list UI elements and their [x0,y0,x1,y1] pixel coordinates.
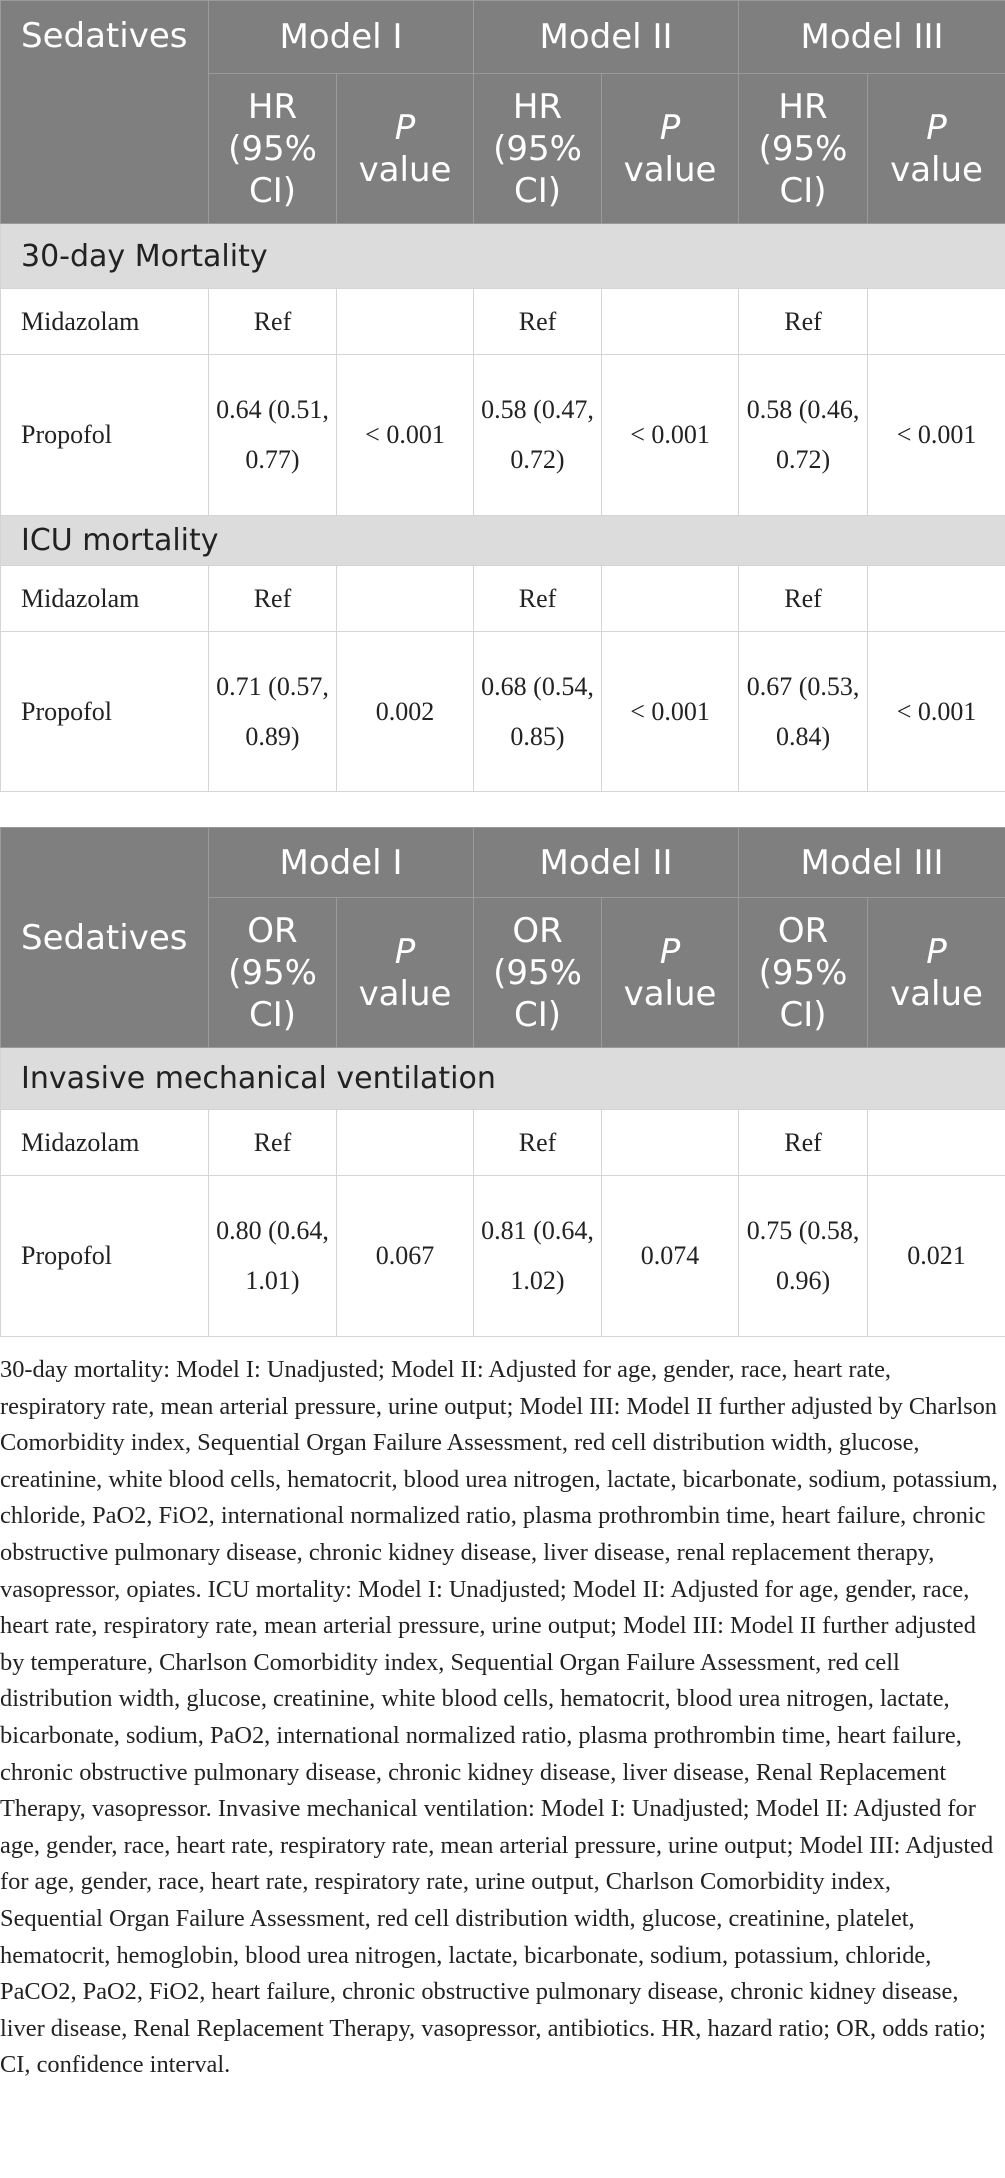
empty-cell [337,566,474,632]
ref-cell: Ref [474,566,602,632]
empty-cell [337,1110,474,1176]
estimate-column-header: OR (95% CI) [474,898,602,1048]
p-value: < 0.001 [868,355,1005,516]
p-suffix: value [623,149,717,190]
hr-value: 0.64 (0.51, 0.77) [209,355,337,516]
reference-row-label: Midazolam [1,566,209,632]
row-header-label: Sedatives [1,1,209,224]
ref-cell: Ref [209,289,337,355]
p-value-column-header [337,898,474,1048]
or-value: 0.80 (0.64, 1.01) [209,1176,337,1337]
p-value: < 0.001 [602,632,739,792]
section-title: 30-day Mortality [1,224,1005,289]
p-italic: P [659,107,681,148]
empty-cell [602,1110,739,1176]
model-header: Model I [209,828,474,898]
comparison-row-label: Propofol [1,355,209,516]
hr-value: 0.67 (0.53, 0.84) [739,632,868,792]
p-italic: P [394,107,416,148]
p-italic: P [926,931,947,972]
model-header: Model II [474,828,739,898]
hr-value: 0.58 (0.47, 0.72) [474,355,602,516]
or-value: 0.75 (0.58, 0.96) [739,1176,868,1337]
ref-cell: Ref [739,289,868,355]
model-header: Model I [209,1,474,74]
hr-table [0,0,1005,792]
section-title: Invasive mechanical ventilation [1,1048,1005,1110]
ref-cell: Ref [474,289,602,355]
section-title: ICU mortality [1,516,1005,566]
estimate-column-header: HR (95% CI) [209,74,337,224]
reference-row-label: Midazolam [1,289,209,355]
ref-cell: Ref [209,1110,337,1176]
empty-cell [602,289,739,355]
p-value: < 0.001 [868,632,1005,792]
empty-cell [868,1110,1005,1176]
empty-cell [868,289,1005,355]
estimate-column-header: OR (95% CI) [209,898,337,1048]
p-italic: P [394,931,416,972]
estimate-column-header: HR (95% CI) [474,74,602,224]
reference-row-label: Midazolam [1,1110,209,1176]
ref-cell: Ref [209,566,337,632]
p-suffix: value [358,149,452,190]
empty-cell [602,566,739,632]
ref-cell: Ref [474,1110,602,1176]
model-header: Model III [739,828,1005,898]
model-header: Model II [474,1,739,74]
p-value-column-header [602,898,739,1048]
row-header-label: Sedatives [1,828,209,1048]
p-suffix: value [358,973,452,1014]
or-value: 0.81 (0.64, 1.02) [474,1176,602,1337]
p-value: < 0.001 [602,355,739,516]
empty-cell [868,566,1005,632]
p-italic: P [926,107,947,148]
estimate-column-header: OR (95% CI) [739,898,868,1048]
p-value: 0.074 [602,1176,739,1337]
hr-value: 0.58 (0.46, 0.72) [739,355,868,516]
p-suffix: value [623,973,717,1014]
model-header: Model III [739,1,1005,74]
ref-cell: Ref [739,566,868,632]
hr-value: 0.68 (0.54, 0.85) [474,632,602,792]
comparison-row-label: Propofol [1,1176,209,1337]
ref-cell: Ref [739,1110,868,1176]
p-suffix: value [890,149,983,190]
p-value-column-header [868,898,1005,1048]
table-footnote: 30-day mortality: Model I: Unadjusted; Model II: Adjusted for age, gender, race, heart rate, respiratory rate, mean arterial pressure, urine output; Model III: Model II further adjusted by Charlson Comorbidity index, Sequential Organ Failure Assessment, red cell distribution width, glucose, creatinine, white blood cells, hematocrit, blood urea nitrogen, lactate, bicarbonate, sodium, potassium, chloride, PaO2, FiO2, international normalized ratio, plasma prothrombin time, heart failure, chronic obstructive pulmonary disease, chronic kidney disease, liver disease, renal replacement therapy, vasopressor, opiates. ICU mortality: Model I: Unadjusted; Model II: Adjusted for age, gender, race, heart rate, respiratory rate, mean arterial pressure, urine output; Model III: Model II further adjusted by temperature, Charlson Comorbidity index, Sequential Organ Failure Assessment, red cell distribution width, glucose, creatinine, white blood cells, hematocrit, blood urea nitrogen, lactate, bicarbonate, sodium, PaO2, international normalized ratio, plasma prothrombin time, heart failure, chronic obstructive pulmonary disease, chronic kidney disease, liver disease, Renal Replacement Therapy, vasopressor. Invasive mechanical ventilation: Model I: Unadjusted; Model II: Adjusted for age, gender, race, heart rate, respiratory rate, mean arterial pressure, urine output; Model III: Adjusted for age, gender, race, heart rate, respiratory rate, urine output, Charlson Comorbidity index, Sequential Organ Failure Assessment, red cell distribution width, glucose, creatinine, platelet, hematocrit, hemoglobin, blood urea nitrogen, lactate, bicarbonate, sodium, potassium, chloride, PaCO2, PaO2, FiO2, heart failure, chronic obstructive pulmonary disease, chronic kidney disease, liver disease, Renal Replacement Therapy, vasopressor, antibiotics. HR, hazard ratio; OR, odds ratio; CI, confidence interval. [0,1356,998,2079]
p-value: 0.067 [337,1176,474,1337]
or-table [0,827,1005,1337]
p-suffix: value [890,973,983,1014]
hr-value: 0.71 (0.57, 0.89) [209,632,337,792]
p-value: 0.021 [868,1176,1005,1337]
p-value-column-header [337,74,474,224]
p-value: 0.002 [337,632,474,792]
estimate-column-header: HR (95% CI) [739,74,868,224]
p-value: < 0.001 [337,355,474,516]
p-value-column-header [602,74,739,224]
comparison-row-label: Propofol [1,632,209,792]
p-value-column-header [868,74,1005,224]
p-italic: P [659,931,681,972]
empty-cell [337,289,474,355]
